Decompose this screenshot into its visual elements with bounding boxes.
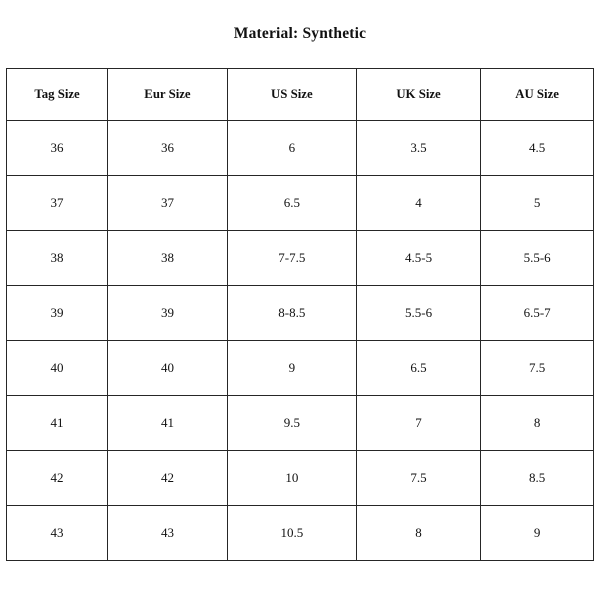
- cell-au-size: 8.5: [481, 451, 594, 506]
- cell-tag-size: 39: [7, 286, 108, 341]
- cell-tag-size: 42: [7, 451, 108, 506]
- cell-eur-size: 40: [108, 341, 228, 396]
- cell-au-size: 8: [481, 396, 594, 451]
- cell-us-size: 7-7.5: [227, 231, 356, 286]
- table-body: [7, 121, 594, 561]
- cell-eur-size: 36: [108, 121, 228, 176]
- page-title: Material: Synthetic: [233, 25, 367, 42]
- table-row: [7, 176, 594, 231]
- cell-au-size: 9: [481, 506, 594, 561]
- cell-uk-size: 7.5: [356, 451, 480, 506]
- cell-eur-size: 42: [108, 451, 228, 506]
- table-row: [7, 341, 594, 396]
- column-header-au-size: AU Size: [481, 69, 594, 121]
- size-chart-table: [6, 68, 594, 561]
- cell-us-size: 10.5: [227, 506, 356, 561]
- cell-us-size: 9: [227, 341, 356, 396]
- cell-us-size: 10: [227, 451, 356, 506]
- cell-tag-size: 37: [7, 176, 108, 231]
- cell-au-size: 6.5-7: [481, 286, 594, 341]
- cell-uk-size: 4.5-5: [356, 231, 480, 286]
- cell-uk-size: 4: [356, 176, 480, 231]
- cell-tag-size: 43: [7, 506, 108, 561]
- cell-au-size: 7.5: [481, 341, 594, 396]
- cell-us-size: 6.5: [227, 176, 356, 231]
- table-row: [7, 506, 594, 561]
- cell-eur-size: 43: [108, 506, 228, 561]
- cell-au-size: 4.5: [481, 121, 594, 176]
- table-header: [7, 69, 594, 121]
- cell-tag-size: 36: [7, 121, 108, 176]
- cell-au-size: 5.5-6: [481, 231, 594, 286]
- cell-eur-size: 37: [108, 176, 228, 231]
- table-header-row: [7, 69, 594, 121]
- column-header-tag-size: Tag Size: [7, 69, 108, 121]
- cell-uk-size: 7: [356, 396, 480, 451]
- cell-us-size: 6: [227, 121, 356, 176]
- cell-uk-size: 5.5-6: [356, 286, 480, 341]
- cell-us-size: 8-8.5: [227, 286, 356, 341]
- cell-tag-size: 38: [7, 231, 108, 286]
- column-header-us-size: US Size: [227, 69, 356, 121]
- cell-eur-size: 39: [108, 286, 228, 341]
- table-row: [7, 451, 594, 506]
- table-row: [7, 121, 594, 176]
- cell-eur-size: 41: [108, 396, 228, 451]
- cell-tag-size: 40: [7, 341, 108, 396]
- cell-us-size: 9.5: [227, 396, 356, 451]
- cell-uk-size: 3.5: [356, 121, 480, 176]
- title-area: [0, 0, 600, 68]
- cell-uk-size: 8: [356, 506, 480, 561]
- table-row: [7, 231, 594, 286]
- cell-eur-size: 38: [108, 231, 228, 286]
- column-header-eur-size: Eur Size: [108, 69, 228, 121]
- table-row: [7, 286, 594, 341]
- table-row: [7, 396, 594, 451]
- cell-tag-size: 41: [7, 396, 108, 451]
- cell-uk-size: 6.5: [356, 341, 480, 396]
- column-header-uk-size: UK Size: [356, 69, 480, 121]
- cell-au-size: 5: [481, 176, 594, 231]
